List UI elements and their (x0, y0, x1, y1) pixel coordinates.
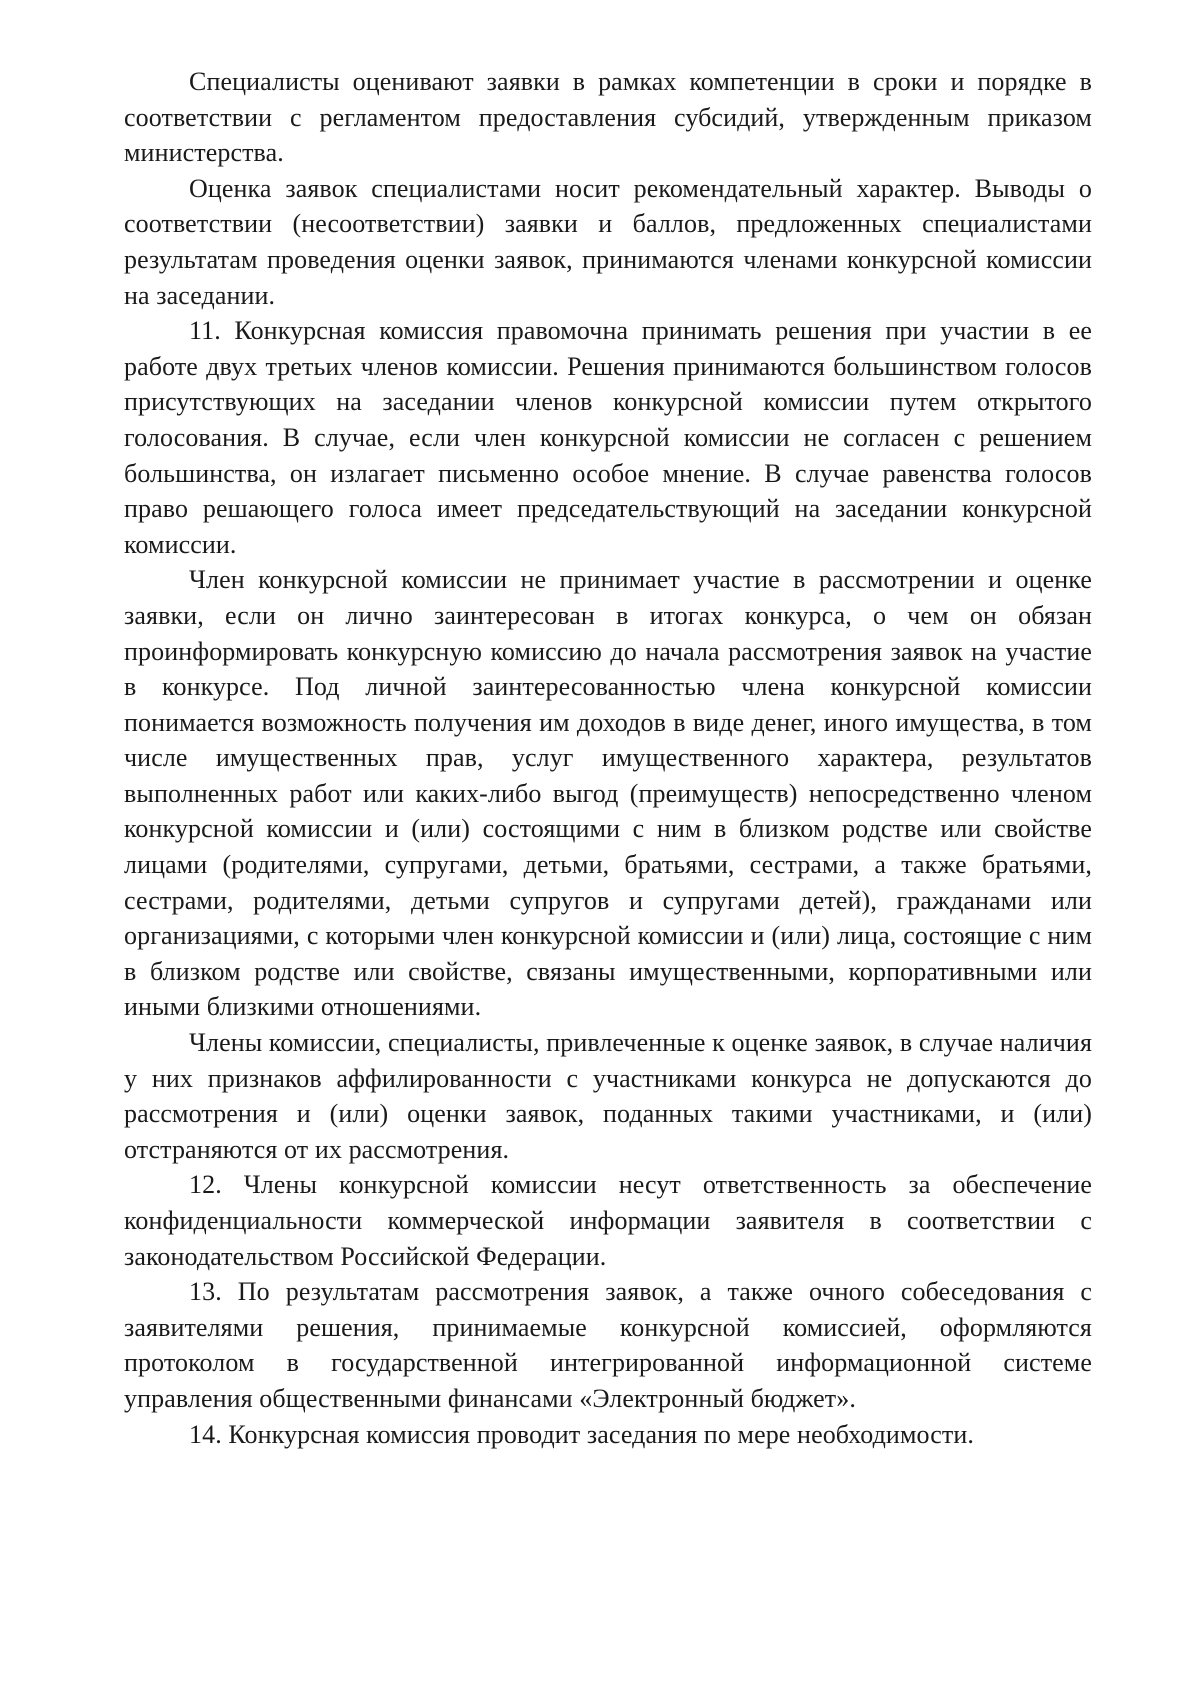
paragraph-12-confidentiality: 12. Члены конкурсной комиссии несут ответственность за обеспечение конфиденциальности коммерческой информации заявителя в соответствии с законодательством Российской Федерации. (124, 1170, 1092, 1271)
paragraph-affiliation: Члены комиссии, специалисты, привлеченные к оценке заявок, в случае наличия у них признаков аффилированности с участниками конкурса не допускаются до рассмотрения и (или) оценки заявок, поданных такими участниками, и (или) отстраняются от их рассмотрения. (124, 1028, 1092, 1164)
paragraph-specialists-evaluate: Специалисты оценивают заявки в рамках компетенции в сроки и порядке в соответствии с регламентом предоставления субсидий, утвержденным приказом министерства. (124, 67, 1092, 168)
paragraph-11-quorum: 11. Конкурсная комиссия правомочна принимать решения при участии в ее работе двух третьих членов комиссии. Решения принимаются большинством голосов присутствующих на заседании членов конкурсной комиссии путем открытого голосования. В случае, если член конкурсной комиссии не согласен с решением большинства, он излагает письменно особое мнение. В случае равенства голосов право решающего голоса имеет председательствующий на заседании конкурсной комиссии. (124, 316, 1092, 559)
paragraph-13-protocol: 13. По результатам рассмотрения заявок, а также очного собеседования с заявителями решения, принимаемые конкурсной комиссией, оформляются протоколом в государственной интегрированной информационной системе управления общественными финансами «Электронный бюджет». (124, 1277, 1092, 1413)
paragraph-evaluation-advisory: Оценка заявок специалистами носит рекомендательный характер. Выводы о соответствии (несоответствии) заявки и баллов, предложенных специалистами результатам проведения оценки заявок, принимаются членами конкурсной комиссии на заседании. (124, 173, 1092, 310)
document-body (124, 64, 1092, 1452)
paragraph-conflict-of-interest: Член конкурсной комиссии не принимает участие в рассмотрении и оценке заявки, если он лично заинтересован в итогах конкурса, о чем он обязан проинформировать конкурсную комиссию до начала рассмотрения заявок на участие в конкурсе. Под личной заинтересованностью члена конкурсной комиссии понимается возможность получения им доходов в виде денег, иного имущества, в том числе имущественных прав, услуг имущественного характера, результатов выполненных работ или каких-либо выгод (преимуществ) непосредственно членом конкурсной комиссии и (или) состоящими с ним в близком родстве или свойстве лицами (родителями, супругами, детьми, братьями, сестрами, а также братьями, сестрами, родителями, детьми супругов и супругами детей), гражданами или организациями, с которыми член конкурсной комиссии и (или) лица, состоящие с ним в близком родстве или свойстве, связаны имущественными, корпоративными или иными близкими отношениями. (124, 565, 1092, 1022)
paragraph-14-meetings: 14. Конкурсная комиссия проводит заседания по мере необходимости. (189, 1419, 974, 1449)
